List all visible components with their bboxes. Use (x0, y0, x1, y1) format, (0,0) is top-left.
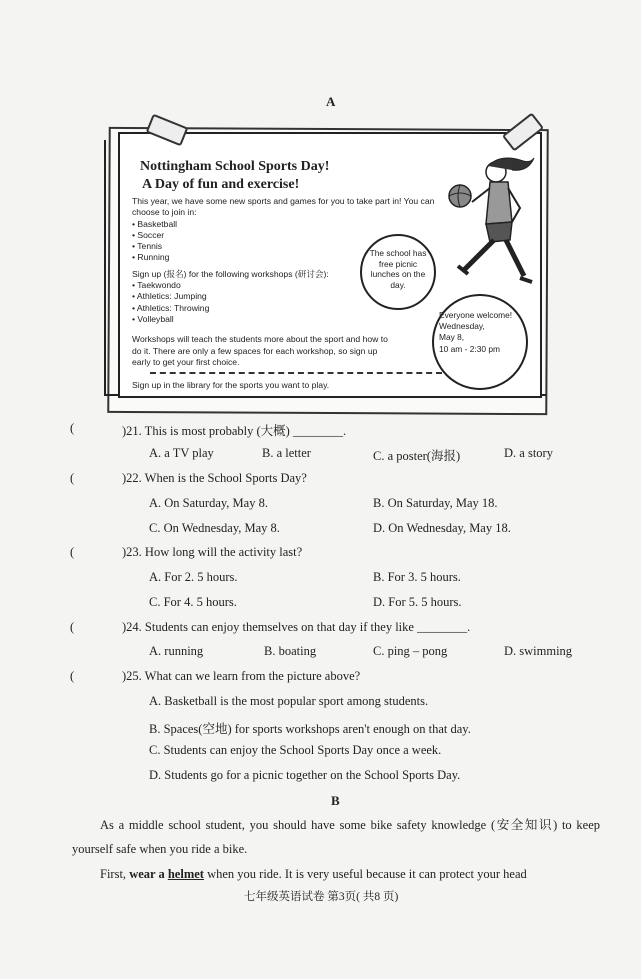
q25-option-c[interactable]: C. Students can enjoy the School Sports Day once a week. (149, 743, 442, 757)
passage-b-paragraph-2 (100, 862, 600, 886)
q24-option-a[interactable]: A. running (149, 644, 204, 658)
q21-option-d[interactable]: D. a story (504, 446, 553, 460)
poster-title (140, 158, 329, 194)
q23-paren[interactable]: ( (70, 545, 75, 559)
q25-option-a[interactable]: A. Basketball is the most popular sport among students. (149, 694, 429, 708)
q25-stem: )25. What can we learn from the picture above? (122, 669, 361, 683)
q22-option-d[interactable]: D. On Wednesday, May 18. (373, 521, 511, 535)
list-item: • Running (132, 252, 442, 263)
poster-intro: This year, we have some new sports and games for you to take part in! You can choose to join in: (132, 196, 435, 218)
poster-signup: Sign up (报名) for the following workshops (研讨会): (132, 268, 329, 279)
dashed-divider (150, 372, 442, 374)
passage-b-paragraph-1: As a middle school student, you should have some bike safety knowledge (安全知识) to keep yourself safe when you ride a bike. (72, 818, 600, 856)
list-item: • Volleyball (132, 314, 442, 325)
q22-paren[interactable]: ( (70, 471, 75, 485)
section-a-heading: A (326, 94, 336, 109)
q24-option-d[interactable]: D. swimming (504, 644, 573, 658)
helmet-keyword: helmet (167, 867, 204, 881)
poster-title-line2: A Day of fun and exercise! (142, 177, 300, 192)
q24-option-b[interactable]: B. boating (264, 644, 317, 658)
q23-option-d[interactable]: D. For 5. 5 hours. (373, 595, 462, 609)
q21-stem: )21. This is most probably (大概) ________. (122, 424, 347, 438)
para2-lead: First, (100, 867, 130, 881)
picnic-text: The school has free picnic lunches on the day. (369, 248, 427, 290)
library-note: Sign up in the library for the sports you want to play. (132, 380, 330, 390)
event-info-circle (432, 294, 528, 390)
poster-sheet (118, 132, 542, 398)
q23-option-b[interactable]: B. For 3. 5 hours. (373, 570, 461, 584)
q25-option-d[interactable]: D. Students go for a picnic together on the School Sports Day. (149, 768, 461, 782)
workshop-note: Workshops will teach the students more about the sport and how to do it. There are only a few spaces for each workshop, so sign up early to get your first choice. (132, 334, 388, 367)
q21-option-b[interactable]: B. a letter (262, 446, 311, 460)
q22-stem: )22. When is the School Sports Day? (122, 471, 307, 485)
q25-option-b[interactable]: B. Spaces(空地) for sports workshops aren't enough on that day. (149, 722, 471, 736)
list-item: • Soccer (132, 230, 442, 241)
q24-option-c[interactable]: C. ping – pong (373, 644, 448, 658)
q25-paren[interactable]: ( (70, 669, 75, 683)
basketball-player-illustration (438, 144, 538, 292)
welcome-text: Everyone welcome! (439, 310, 513, 320)
q22-option-a[interactable]: A. On Saturday, May 8. (149, 496, 268, 510)
event-date: May 8, (439, 332, 465, 343)
event-day: Wednesday, (439, 321, 485, 332)
q22-option-c[interactable]: C. On Wednesday, May 8. (149, 521, 280, 535)
section-b-heading: B (331, 793, 340, 808)
q24-paren[interactable]: ( (70, 620, 75, 634)
list-item: • Basketball (132, 219, 442, 230)
list-item: • Athletics: Jumping (132, 291, 442, 302)
q23-stem: )23. How long will the activity last? (122, 545, 303, 559)
q22-option-b[interactable]: B. On Saturday, May 18. (373, 496, 498, 510)
picnic-circle (360, 234, 436, 310)
q24-stem: )24. Students can enjoy themselves on that day if they like ________. (122, 620, 471, 634)
list-item: • Taekwondo (132, 280, 442, 291)
q21-option-c[interactable]: C. a poster(海报) (373, 449, 461, 463)
page-footer: 七年级英语试卷 第3页( 共8 页) (244, 891, 399, 903)
list-item: • Tennis (132, 241, 442, 252)
event-info-text (434, 296, 526, 355)
q23-option-c[interactable]: C. For 4. 5 hours. (149, 595, 237, 609)
list-item: • Athletics: Throwing (132, 303, 442, 314)
event-time: 10 am - 2:30 pm (439, 343, 500, 354)
para2-rest: when you ride. It is very useful because it can protect your head (203, 867, 527, 881)
q21-option-a[interactable]: A. a TV play (149, 446, 214, 460)
q23-option-a[interactable]: A. For 2. 5 hours. (149, 570, 238, 584)
sports-day-poster (100, 118, 548, 414)
poster-title-line1: Nottingham School Sports Day! (140, 159, 330, 174)
para2-bold: wear a (129, 867, 168, 881)
q21-paren[interactable]: ( (70, 421, 75, 435)
